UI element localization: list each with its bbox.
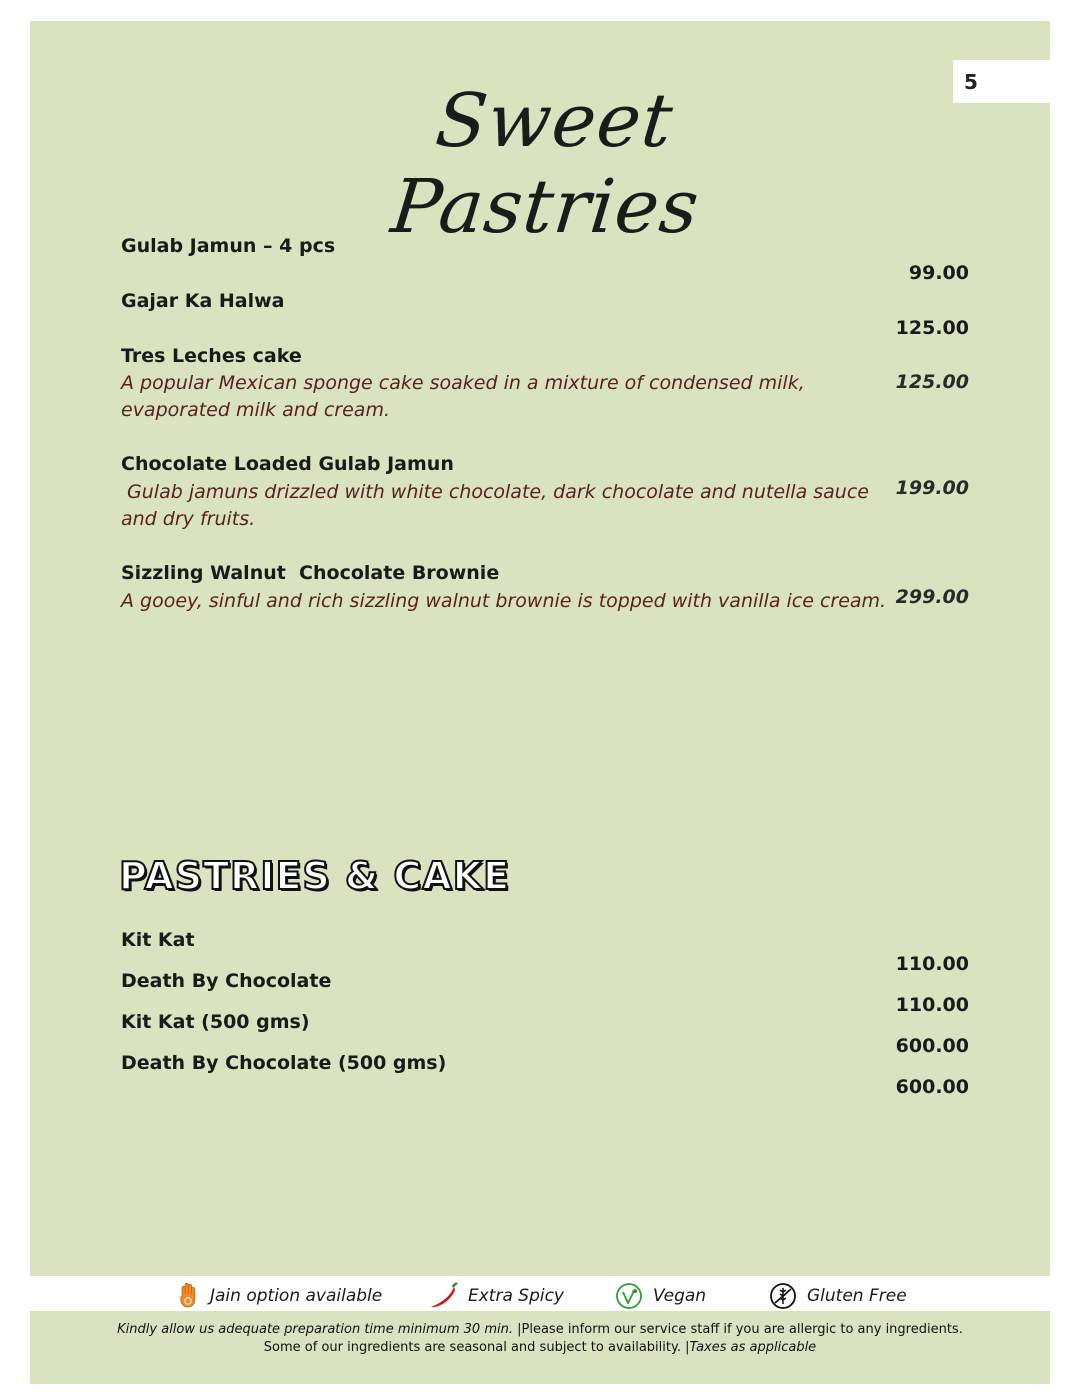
- gluten-free-icon: [769, 1282, 797, 1310]
- menu-item-name: Death By Chocolate: [121, 970, 332, 992]
- menu-item-description: Gulab jamuns drizzled with white chocolate, dark chocolate and nutella sauce and dry fruits.: [121, 481, 876, 530]
- hand-icon: [178, 1282, 200, 1310]
- menu-item-price: 125.00: [895, 317, 969, 339]
- footer-note: [30, 1311, 1050, 1384]
- menu-item-name: Kit Kat (500 gms): [121, 1011, 310, 1033]
- footer-prep-time: Kindly allow us adequate preparation time minimum 30 min.: [117, 1322, 513, 1337]
- menu-item-price: 199.00: [895, 477, 969, 499]
- legend-spicy-label: Extra Spicy: [468, 1286, 564, 1306]
- menu-item-price: 125.00: [895, 371, 969, 393]
- legend-jain-label: Jain option available: [210, 1286, 383, 1306]
- menu-item-description: A gooey, sinful and rich sizzling walnut brownie is topped with vanilla ice cream.: [121, 590, 887, 612]
- footer-line-1: [30, 1322, 1050, 1337]
- menu-item-price: 110.00: [895, 953, 969, 975]
- section-title-sweet-pastries: Sweet Pastries: [387, 78, 704, 250]
- footer-separator: |: [685, 1340, 690, 1355]
- menu-item-price: 600.00: [895, 1035, 969, 1057]
- legend-vegan: [615, 1282, 706, 1310]
- page-number: 5: [953, 60, 1050, 103]
- menu-item-price: 110.00: [895, 994, 969, 1016]
- menu-item-description: A popular Mexican sponge cake soaked in a mixture of condensed milk, evaporated milk and cream.: [121, 372, 805, 421]
- menu-item-price: 99.00: [908, 262, 969, 284]
- legend-vegan-label: Vegan: [653, 1286, 707, 1306]
- footer-line-2: [30, 1340, 1050, 1355]
- vegan-icon: [615, 1282, 643, 1310]
- menu-item-name: Chocolate Loaded Gulab Jamun: [121, 453, 454, 475]
- menu-item-name: Tres Leches cake: [121, 345, 302, 367]
- menu-item-name: Death By Chocolate (500 gms): [121, 1052, 447, 1074]
- footer-taxes-note: Taxes as applicable: [689, 1340, 817, 1355]
- legend-gluten: [769, 1282, 907, 1310]
- footer-allergy-note: |Please inform our service staff if you are allergic to any ingredients.: [517, 1322, 963, 1337]
- menu-item-name: Gulab Jamun – 4 pcs: [121, 235, 336, 257]
- menu-item-price: 299.00: [895, 586, 969, 608]
- dietary-legend: [30, 1276, 1050, 1311]
- legend-spicy: [428, 1282, 564, 1310]
- chili-icon: [428, 1282, 458, 1310]
- legend-gluten-label: Gluten Free: [807, 1286, 907, 1306]
- section-title-pastries-cake: PASTRIES & CAKE: [119, 854, 511, 898]
- menu-item-name: Gajar Ka Halwa: [121, 290, 285, 312]
- menu-item-name: Kit Kat: [121, 929, 195, 951]
- menu-item-price: 600.00: [895, 1076, 969, 1098]
- menu-item-name: Sizzling Walnut Chocolate Brownie: [121, 562, 500, 584]
- footer-seasonal-note: Some of our ingredients are seasonal and subject to availability.: [263, 1340, 681, 1355]
- legend-jain: [178, 1282, 382, 1310]
